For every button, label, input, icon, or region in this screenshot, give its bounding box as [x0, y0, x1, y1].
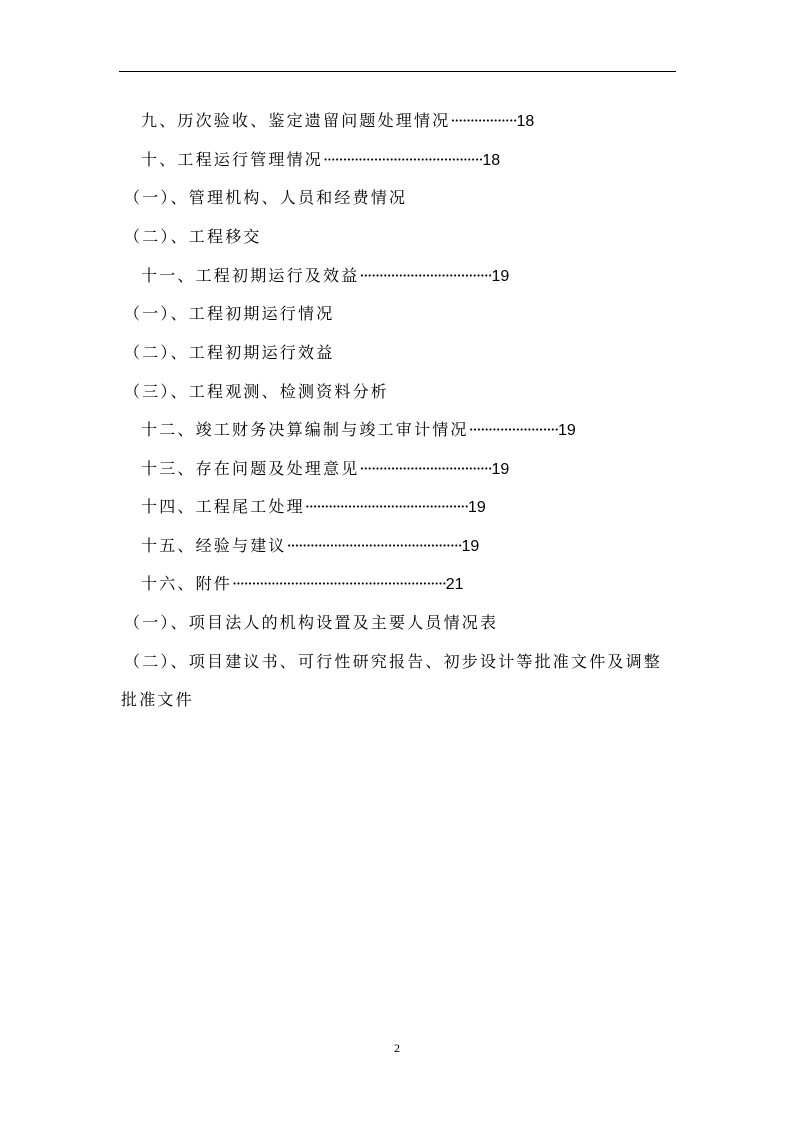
toc-entry-16-2	[124, 651, 662, 673]
toc-entry-label: 十五、经验与建议	[141, 536, 287, 555]
toc-entry-11-1	[124, 303, 334, 325]
toc-entry-page: 19	[558, 422, 576, 439]
toc-entry-13	[141, 458, 509, 481]
toc-entry-leader: ·······················································	[232, 574, 446, 593]
toc-entry-label: 十、工程运行管理情况	[141, 150, 324, 169]
toc-entry-11-2	[124, 342, 334, 364]
toc-entry-9	[141, 110, 534, 133]
toc-entry-label: （三）、工程观测、检测资料分析	[124, 382, 390, 401]
toc-entry-label: 九、历次验收、鉴定遗留问题处理情况	[141, 111, 451, 130]
toc-entry-11	[141, 265, 509, 288]
toc-entry-leader: ··································	[359, 266, 492, 285]
toc-entry-page: 19	[468, 499, 486, 516]
toc-entry-label: （一）、工程初期运行情况	[124, 304, 335, 323]
toc-entry-leader: ··········································	[304, 497, 469, 516]
toc-entry-page: 21	[445, 576, 464, 593]
toc-entry-leader: ·······················	[468, 420, 558, 439]
toc-entry-page: 18	[482, 152, 501, 169]
toc-entry-14	[141, 496, 486, 519]
toc-entry-label: 十六、附件	[141, 574, 233, 593]
toc-entry-16	[141, 573, 464, 596]
toc-entry-label: （二）、工程初期运行效益	[124, 343, 335, 362]
page-number: 2	[394, 1041, 400, 1055]
toc-entry-page: 19	[491, 268, 510, 285]
toc-entry-label: （一）、项目法人的机构设置及主要人员情况表	[124, 613, 499, 632]
toc-entry-page: 18	[516, 113, 535, 130]
toc-entry-10-2	[124, 226, 262, 248]
toc-entry-label: （一）、管理机构、人员和经费情况	[124, 188, 408, 207]
toc-entry-10-1	[124, 187, 407, 209]
toc-entry-leader: ··································	[359, 459, 492, 478]
toc-entry-label: 十四、工程尾工处理	[141, 497, 305, 516]
toc-entry-11-3	[124, 381, 389, 403]
toc-entry-leader: ·········································	[323, 150, 483, 169]
toc-entry-leader: ·················	[450, 111, 517, 130]
toc-entry-leader: ·············································	[286, 536, 462, 555]
toc-entry-page: 19	[461, 538, 480, 555]
toc-entry-10	[141, 149, 500, 172]
toc-entry-label: 十一、工程初期运行及效益	[141, 266, 360, 285]
toc-entry-label: 批准文件	[121, 690, 194, 709]
toc-entry-12	[141, 419, 576, 442]
toc-entry-15	[141, 535, 479, 558]
toc-entry-page: 19	[491, 461, 510, 478]
toc-entry-label: 十二、竣工财务决算编制与竣工审计情况	[141, 420, 469, 439]
toc-entry-label: （二）、项目建议书、可行性研究报告、初步设计等批准文件及调整	[124, 652, 663, 671]
toc-entry-label: （二）、工程移交	[124, 227, 262, 246]
toc-entry-label: 十三、存在问题及处理意见	[141, 459, 360, 478]
toc-entry-16-1	[124, 612, 498, 634]
toc-entry-16-2-cont	[121, 689, 194, 711]
